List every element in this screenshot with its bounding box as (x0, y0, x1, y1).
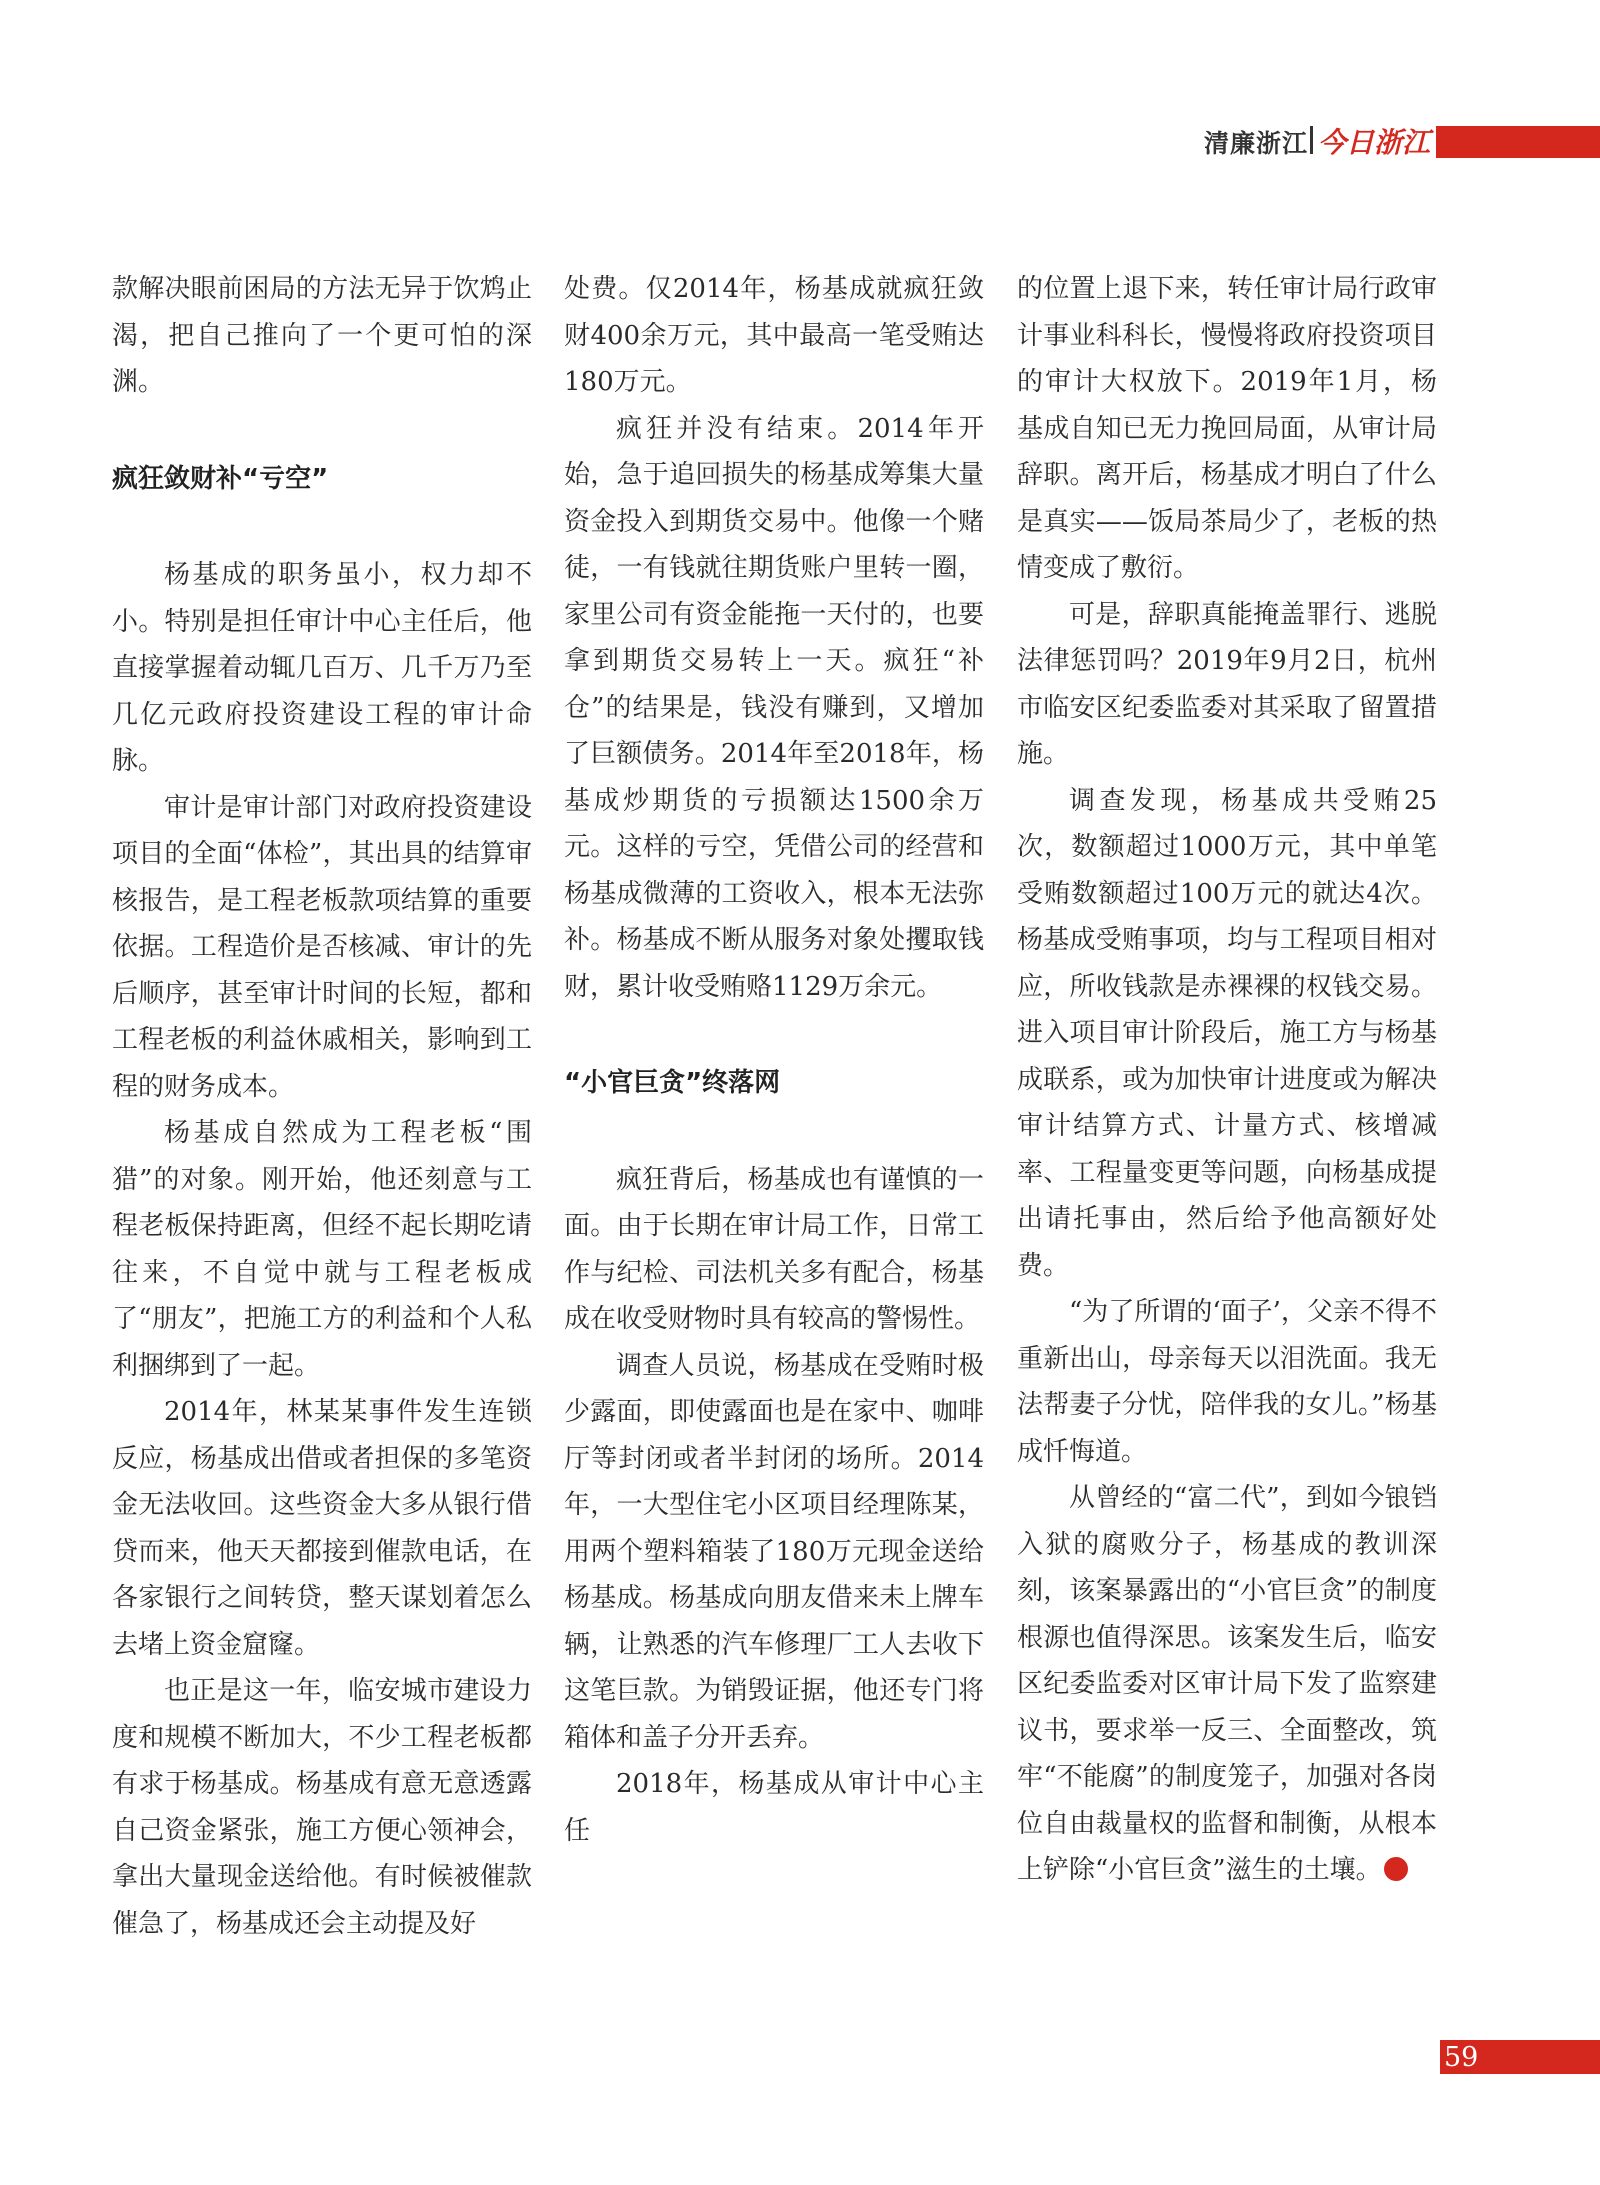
header-divider (1310, 126, 1313, 154)
magazine-logo: 今日浙江 (1318, 126, 1431, 159)
paragraph: 2018年，杨基成从审计中心主任 (564, 1769, 984, 1846)
paragraph: 杨基成的职务虽小，权力却不小。特别是担任审计中心主任后，他直接掌握着动辄几百万、几千万乃至几亿元政府投资建设工程的审计命脉。 (112, 560, 532, 776)
paragraph-final (1017, 1475, 1437, 1894)
column-1 (112, 266, 532, 1947)
section-heading: “小官巨贪”终落网 (564, 1068, 781, 1098)
paragraph: 调查人员说，杨基成在受贿时极少露面，即使露面也是在家中、咖啡厅等封闭或者半封闭的场所。2014年，一大型住宅小区项目经理陈某，用两个塑料箱装了180万元现金送给杨基成。杨基成向朋友借来未上牌车辆，让熟悉的汽车修理厂工人去收下这笔巨款。为销毁证据，他还专门将箱体和盖子分开丢弃。 (564, 1350, 984, 1753)
section-brand: 清廉浙江 (1204, 129, 1309, 158)
page-number: 59 (1444, 2042, 1479, 2073)
paragraph: 可是，辞职真能掩盖罪行、逃脱法律惩罚吗？2019年9月2日，杭州市临安区纪委监委对其采取了留置措施。 (1017, 599, 1437, 769)
end-mark-icon (1384, 1857, 1408, 1881)
paragraph: 审计是审计部门对政府投资建设项目的全面“体检”，其出具的结算审核报告，是工程老板款项结算的重要依据。工程造价是否核减、审计的先后顺序，甚至审计时间的长短，都和工程老板的利益休戚相关，影响到工程的财务成本。 (112, 792, 532, 1102)
paragraph: “为了所谓的‘面子’，父亲不得不重新出山，母亲每天以泪洗面。我无法帮妻子分忧，陪伴我的女儿。”杨基成忏悔道。 (1017, 1297, 1437, 1467)
paragraph: 调查发现，杨基成共受贿25次，数额超过1000万元，其中单笔受贿数额超过100万元的就达4次。杨基成受贿事项，均与工程项目相对应，所收钱款是赤裸裸的权钱交易。进入项目审计阶段后，施工方与杨基成联系，或为加快审计进度或为解决审计结算方式、计量方式、核增减率、工程量变更等问题，向杨基成提出请托事由，然后给予他高额好处费。 (1017, 785, 1437, 1281)
paragraph: 疯狂背后，杨基成也有谨慎的一面。由于长期在审计局工作，日常工作与纪检、司法机关多有配合，杨基成在收受财物时具有较高的警惕性。 (564, 1164, 984, 1334)
column-2 (564, 266, 984, 1854)
paragraph: 的位置上退下来，转任审计局行政审计事业科科长，慢慢将政府投资项目的审计大权放下。2019年1月，杨基成自知已无力挽回局面，从审计局辞职。离开后，杨基成才明白了什么是真实——饭局茶局少了，老板的热情变成了敷衍。 (1017, 274, 1437, 583)
paragraph: 款解决眼前困局的方法无异于饮鸩止渴，把自己推向了一个更可怕的深渊。 (112, 274, 532, 397)
paragraph: 杨基成自然成为工程老板“围猎”的对象。刚开始，他还刻意与工程老板保持距离，但经不起长期吃请往来，不自觉中就与工程老板成了“朋友”，把施工方的利益和个人私利捆绑到了一起。 (112, 1118, 532, 1381)
paragraph: 也正是这一年，临安城市建设力度和规模不断加大，不少工程老板都有求于杨基成。杨基成有意无意透露自己资金紧张，施工方便心领神会，拿出大量现金送给他。有时候被催款催急了，杨基成还会主动提及好 (112, 1676, 532, 1939)
page-header (0, 120, 1600, 160)
paragraph-text: 从曾经的“富二代”，到如今锒铛入狱的腐败分子，杨基成的教训深刻，该案暴露出的“小官巨贪”的制度根源也值得深思。该案发生后，临安区纪委监委对区审计局下发了监察建议书，要求举一反三、全面整改，筑牢“不能腐”的制度笼子，加强对各岗位自由裁量权的监督和制衡，从根本上铲除“小官巨贪”滋生的土壤。 (1017, 1483, 1437, 1885)
column-3 (1017, 266, 1437, 1894)
paragraph: 2014年，林某某事件发生连锁反应，杨基成出借或者担保的多笔资金无法收回。这些资金大多从银行借贷而来，他天天都接到催款电话，在各家银行之间转贷，整天谋划着怎么去堵上资金窟窿。 (112, 1397, 532, 1660)
paragraph: 疯狂并没有结束。2014年开始，急于追回损失的杨基成筹集大量资金投入到期货交易中。他像一个赌徒，一有钱就往期货账户里转一圈，家里公司有资金能拖一天付的，也要拿到期货交易转上一天。疯狂“补仓”的结果是，钱没有赚到，又增加了巨额债务。2014年至2018年，杨基成炒期货的亏损额达1500余万元。这样的亏空，凭借公司的经营和杨基成微薄的工资收入，根本无法弥补。杨基成不断从服务对象处攫取钱财，累计收受贿赂1129万余元。 (564, 413, 984, 1002)
section-heading: 疯狂敛财补“亏空” (112, 463, 329, 494)
header-accent-bar (1436, 126, 1600, 158)
paragraph: 处费。仅2014年，杨基成就疯狂敛财400余万元，其中最高一笔受贿达180万元。 (564, 274, 984, 397)
